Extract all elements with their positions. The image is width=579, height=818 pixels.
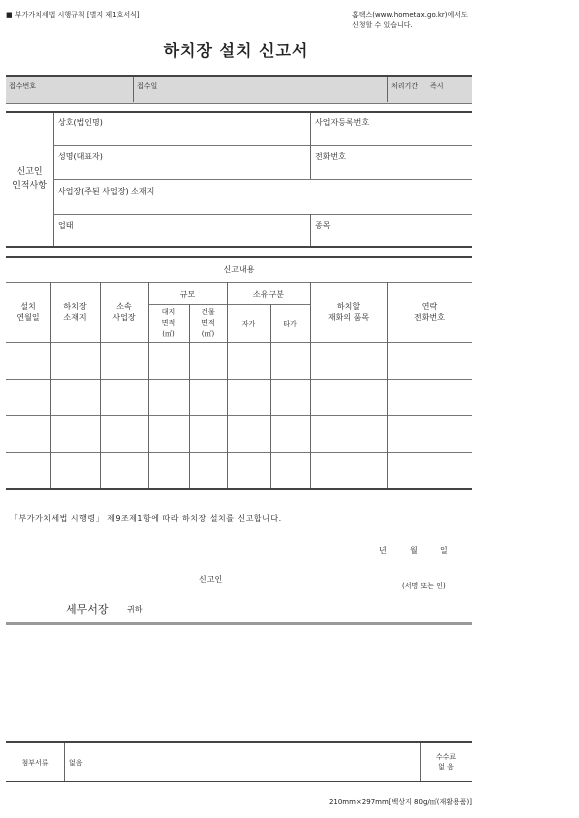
business-item-label: 종목 (315, 221, 331, 230)
col-goods: 하치할 재화의 품목 (327, 302, 370, 322)
col-storage-location: 하치장 소재지 (63, 302, 87, 322)
attachments-value: 없음 (69, 759, 83, 767)
representative-name-label: 성명(대표자) (58, 152, 103, 161)
processing-period-label: 처리기간 (391, 82, 419, 90)
hometax-notice-line2: 신청할 수 있습니다. (352, 21, 413, 29)
business-registration-number-label: 사업자등록번호 (315, 118, 370, 127)
report-content-title: 신고내용 (223, 265, 255, 274)
date-year-label: 년 (379, 546, 387, 555)
col-install-date: 설치 연월일 (16, 302, 40, 322)
col-affiliated-office: 소속 사업장 (112, 302, 136, 322)
receipt-date-label: 접수일 (137, 82, 158, 90)
col-ownership: 소유구분 (253, 290, 284, 299)
date-day-label: 일 (440, 546, 448, 555)
col-land-area: 대지 면적 (㎡) (161, 308, 176, 338)
form-reference: ■ 부가가치세법 시행규칙 [별지 제1호서식] (6, 11, 140, 19)
col-own: 자가 (241, 320, 256, 328)
paper-spec-footer: 210mm×297mm[백상지 80g/㎡(재활용품)] (328, 798, 472, 806)
business-address-label: 사업장(주된 사업장) 소재지 (58, 187, 155, 196)
page-title: 하치장 설치 신고서 (163, 41, 309, 60)
company-name-label: 상호(법인명) (58, 118, 103, 127)
hometax-notice-line1: 홈택스(www.hometax.go.kr)에서도 (352, 11, 468, 19)
col-contact-phone: 연락 전화번호 (414, 302, 445, 322)
processing-period-value: 즉시 (430, 82, 444, 90)
attachments-label: 첨부서류 (21, 759, 49, 767)
date-month-label: 월 (410, 546, 418, 555)
phone-number-label: 전화번호 (315, 152, 346, 161)
signature-or-seal: (서명 또는 인) (402, 582, 446, 590)
declaration-statement: 「부가가치세법 시행령」 제9조제1항에 따라 하치장 설치를 신고합니다. (10, 514, 282, 523)
fee-label: 수수료 없 음 (435, 753, 457, 771)
col-scale: 규모 (179, 290, 196, 299)
applicant-section-label: 신고인 인적사항 (12, 167, 47, 191)
col-building-area: 건물 면적 (㎡) (201, 308, 215, 338)
col-other: 타가 (283, 320, 297, 328)
tax-office-head: 세무서장 (66, 603, 109, 616)
business-type-label: 업태 (58, 221, 74, 230)
honorific: 귀하 (127, 605, 143, 614)
applicant-signature-label: 신고인 (199, 575, 223, 584)
receipt-number-label: 접수번호 (9, 82, 37, 90)
